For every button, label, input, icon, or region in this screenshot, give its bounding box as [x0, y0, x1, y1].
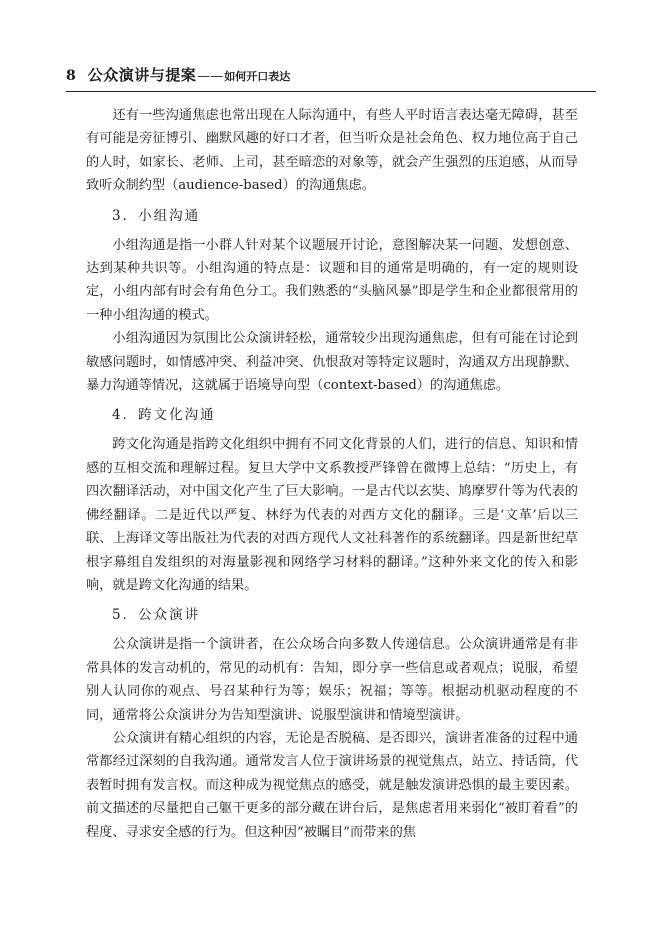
paragraph: 小组沟通因为氛围比公众演讲轻松，通常较少出现沟通焦虑，但有可能在讨论到敏感问题时，如情感冲突、利益冲突、仇恨敌对等特定议题时，沟通双方出现静默、暴力沟通等情况，这就属于语境导向型（context-based）的沟通焦虑。 [86, 331, 578, 394]
running-header [66, 64, 596, 90]
page-body [86, 104, 578, 844]
book-title: 公众演讲与提案 [87, 66, 197, 84]
paragraph: 公众演讲是指一个演讲者，在公众场合向多数人传递信息。公众演讲通常是有非常具体的发言动机的，常见的动机有：告知，即分享一些信息或者观点；说服，希望别人认同你的观点、号召某种行为等；娱乐；祝福；等等。根据动机驱动程度的不同，通常将公众演讲分为告知型演讲、说服型演讲和情境型演讲。 [86, 637, 578, 723]
paragraph: 还有一些沟通焦虑也常出现在人际沟通中，有些人平时语言表达毫无障碍，甚至有可能是旁征博引、幽默风趣的好口才者，但当听众是社会角色、权力地位高于自己的人时，如家长、老师、上司，甚至暗恋的对象等，就会产生强烈的压迫感，从而导致听众制约型（audience-based）的沟通焦虑。 [86, 108, 578, 194]
section-heading: 5．公众演讲 [112, 607, 201, 624]
paragraph: 跨文化沟通是指跨文化组织中拥有不同文化背景的人们，进行的信息、知识和情感的互相交流和理解过程。复旦大学中文系教授严锋曾在微博上总结：“历史上，有四次翻译活动，对中国文化产生了巨大影响。一是古代以玄奘、鸠摩罗什等为代表的佛经翻译。二是近代以严复、林纾为代表的对西方文化的翻译。三是‘文革’后以三联、上海译文等出版社为代表的对西方现代人文社科著作的系统翻译。四是新世纪草根字幕组自发组织的对海量影视和网络学习材料的翻译。”这种外来文化的传入和影响，就是跨文化沟通的结果。 [86, 437, 578, 593]
page-number: 8 [66, 68, 76, 84]
paragraph: 公众演讲有精心组织的内容，无论是否脱稿、是否即兴，演讲者准备的过程中通常都经过深刻的自我沟通。通常发言人位于演讲场景的视觉焦点，站立、持话筒，代表暂时拥有发言权。而这种成为视觉焦点的感受，就是触发演讲恐惧的最主要因素。前文描述的尽量把自己躯干更多的部分藏在讲台后，是焦虑者用来弱化“被盯着看”的程度、寻求安全感的行为。但这种因“被瞩目”而带来的焦 [86, 730, 578, 840]
title-dash: —— [197, 69, 224, 84]
paragraph: 小组沟通是指一小群人针对某个议题展开讨论，意图解决某一问题、发想创意、达到某种共识等。小组沟通的特点是：议题和目的通常是明确的，有一定的规则设定，小组内部有时会有角色分工。我们熟悉的“头脑风暴”即是学生和企业都很常用的一种小组沟通的模式。 [86, 237, 578, 323]
section-heading: 3．小组沟通 [112, 207, 201, 224]
section-heading: 4．跨文化沟通 [112, 407, 216, 424]
header-rule [66, 91, 596, 92]
book-subtitle: 如何开口表达 [224, 70, 291, 83]
